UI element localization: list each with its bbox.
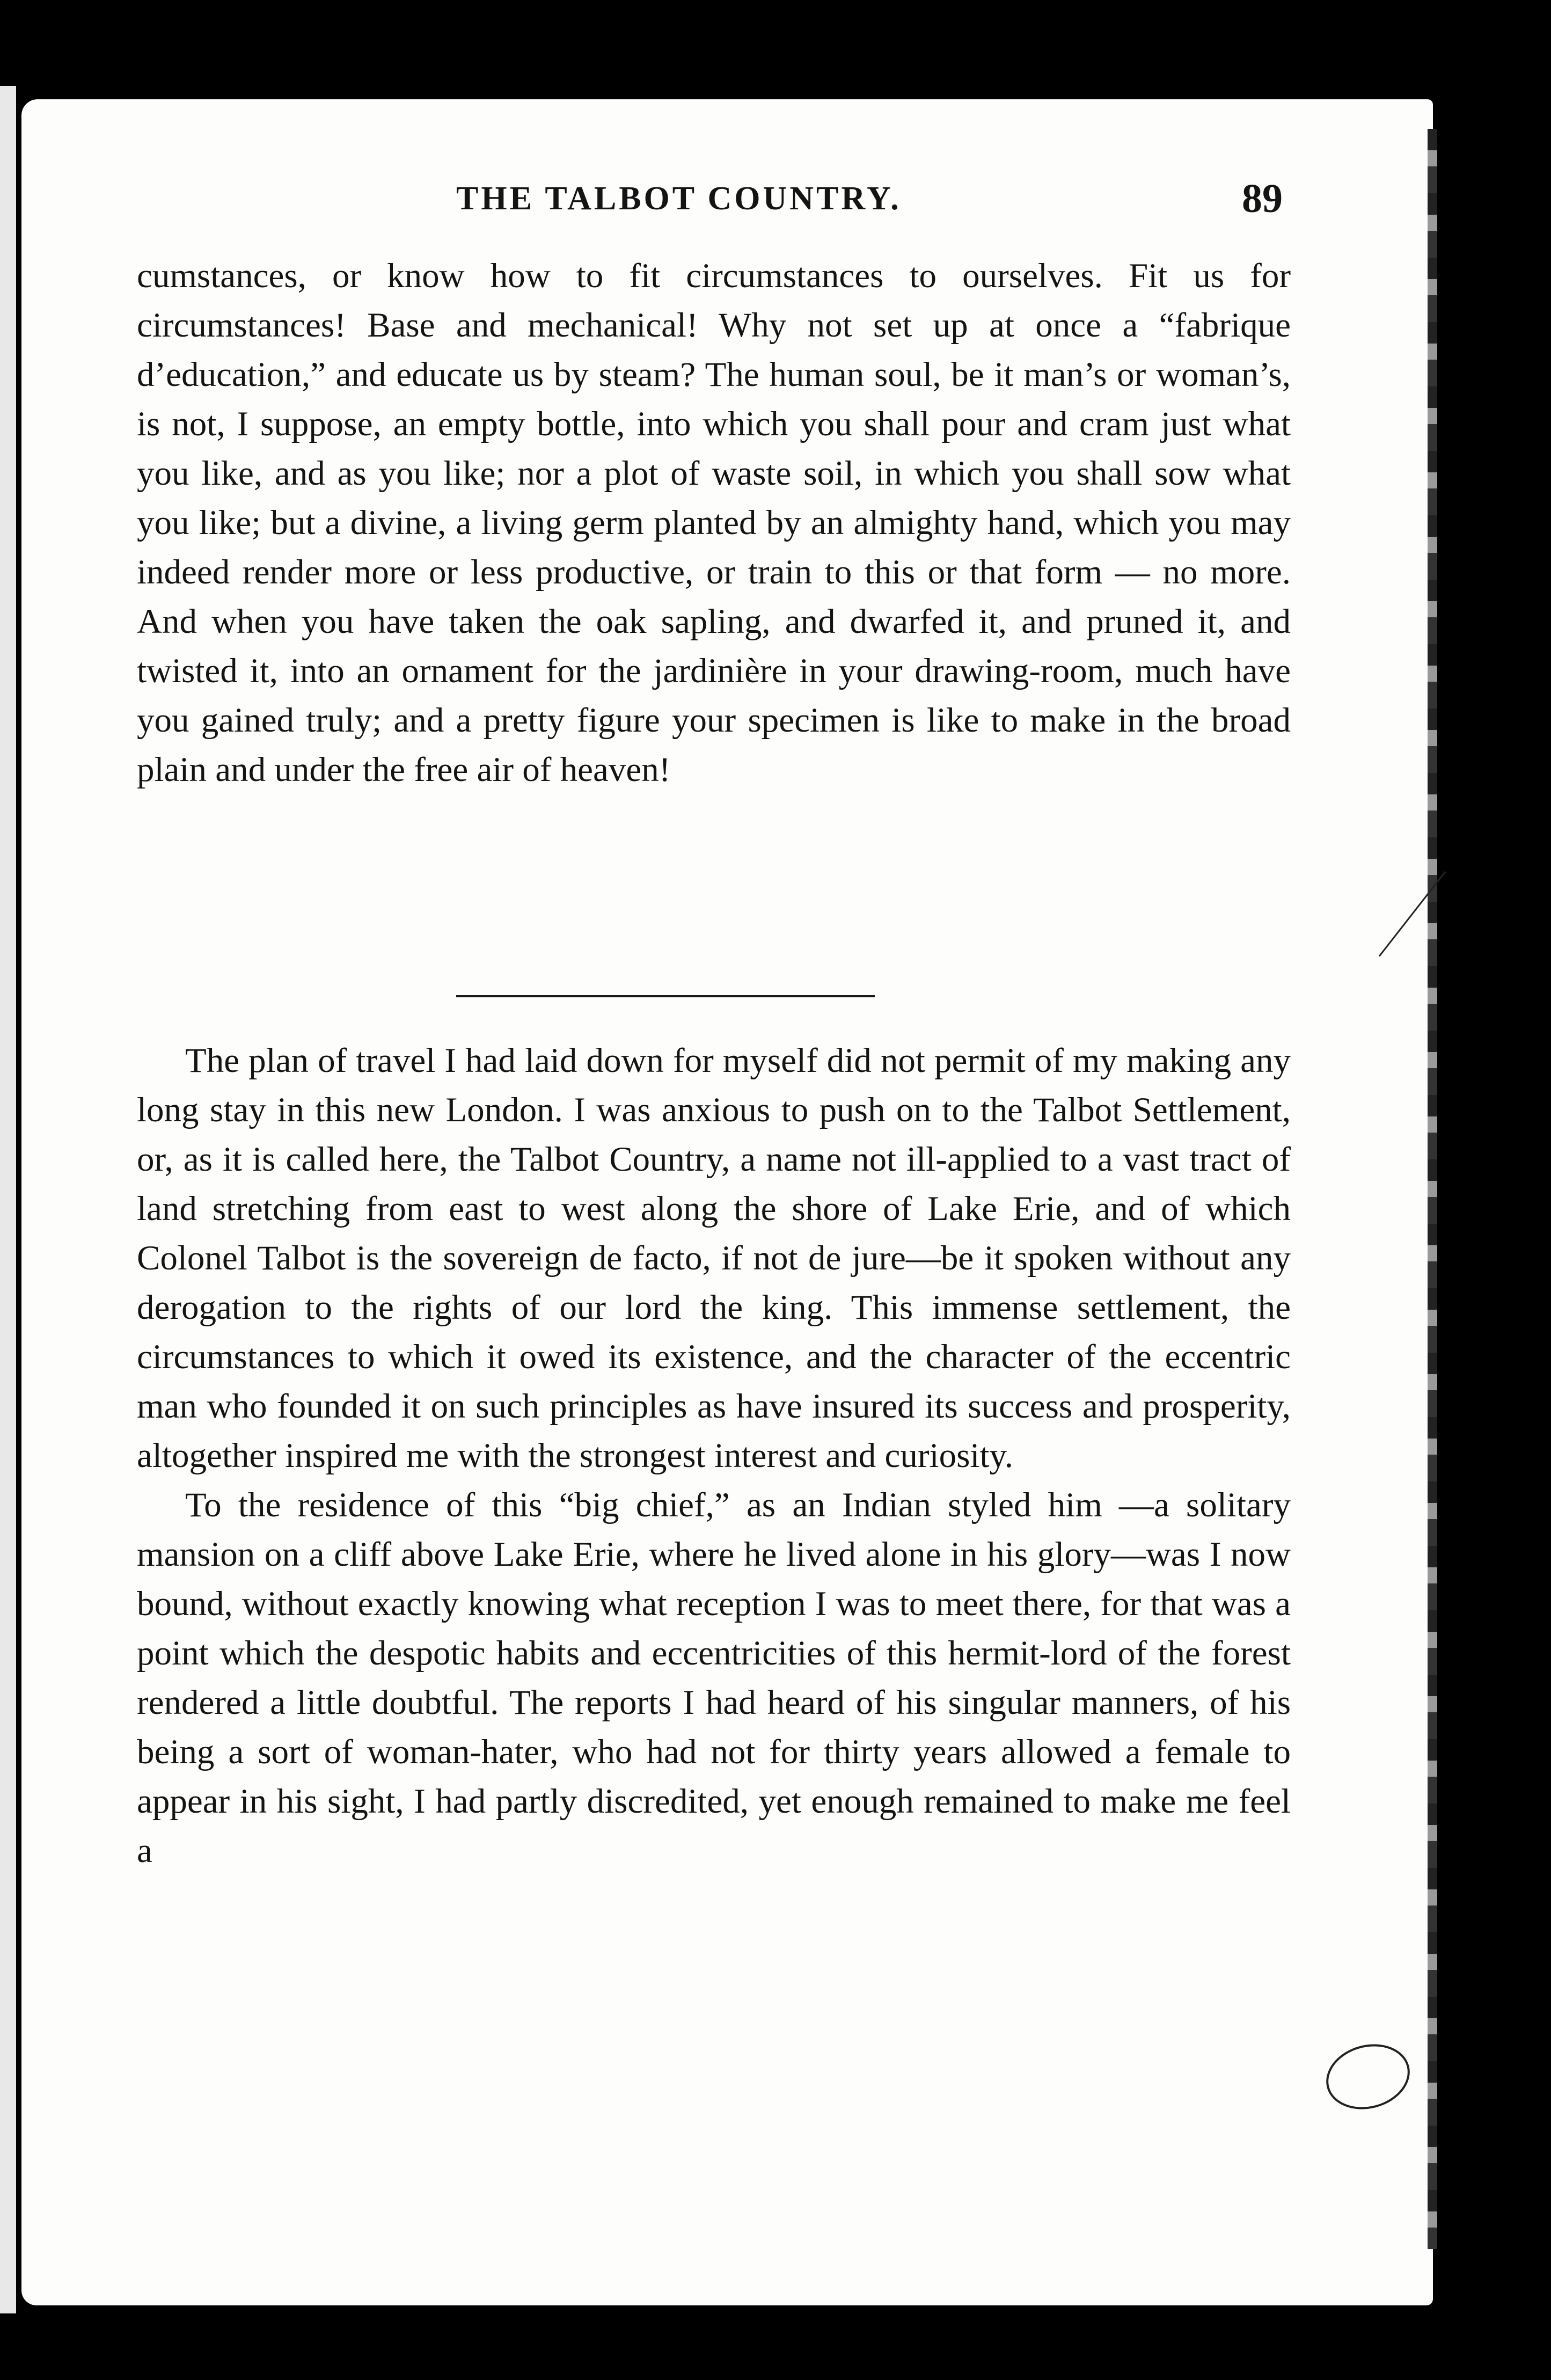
running-title: THE TALBOT COUNTRY. <box>456 180 902 217</box>
paragraph-travel-plan: The plan of travel I had laid down for myself did not permit of my making any long stay in this new London. I was anxious to push on to the Talbot Settlement, or, as it is called here, the Talbot Country, a name not ill-applied to a vast tract of land stretching from east to west along the shore of Lake Erie, and of which Colonel Talbot is the sovereign de facto, if not de jure—be it spoken without any derogation to the rights of our lord the king. This immense settlement, the circumstances to which it owed its existence, and the character of the eccentric man who founded it on such principles as have insured its success and prosperity, altogether inspired me with the strongest interest and curiosity. <box>137 1041 1291 1475</box>
text-block-bottom <box>137 1036 1291 1875</box>
book-page <box>21 99 1433 2305</box>
section-divider <box>456 995 875 997</box>
text-block-top <box>137 251 1291 794</box>
paragraph-big-chief: To the residence of this “big chief,” as an Indian styled him —a solitary mansion on a cliff above Lake Erie, where he lived alone in his glory—was I now bound, without exactly knowing what reception I was to meet there, for that was a point which the despotic habits and eccentricities of this hermit-lord of the forest rendered a little doubtful. The reports I had heard of his singular manners, of his being a sort of woman-hater, who had not for thirty years allowed a female to appear in his sight, I had partly discredited, yet enough remained to make me feel a <box>137 1486 1291 1870</box>
scan-left-margin <box>0 86 16 2313</box>
paragraph-continuation: cumstances, or know how to fit circumstances to ourselves. Fit us for circumstances! Base and mechanical! Why not set up at once a “fabrique d’education,” and educate us by steam? The human soul, be it man’s or woman’s, is not, I suppose, an empty bottle, into which you shall pour and cram just what you like, and as you like; nor a plot of waste soil, in which you shall sow what you like; but a divine, a living germ planted by an almighty hand, which you may indeed render more or less productive, or train to this or that form — no more. And when you have taken the oak sapling, and dwarfed it, and pruned it, and twisted it, into an ornament for the jardinière in your drawing-room, much have you gained truly; and a pretty figure your specimen is like to make in the broad plain and under the free air of heaven! <box>137 257 1291 789</box>
page-header <box>140 176 1283 233</box>
scan-right-edge <box>1428 129 1437 2249</box>
page-number: 89 <box>1242 176 1283 221</box>
